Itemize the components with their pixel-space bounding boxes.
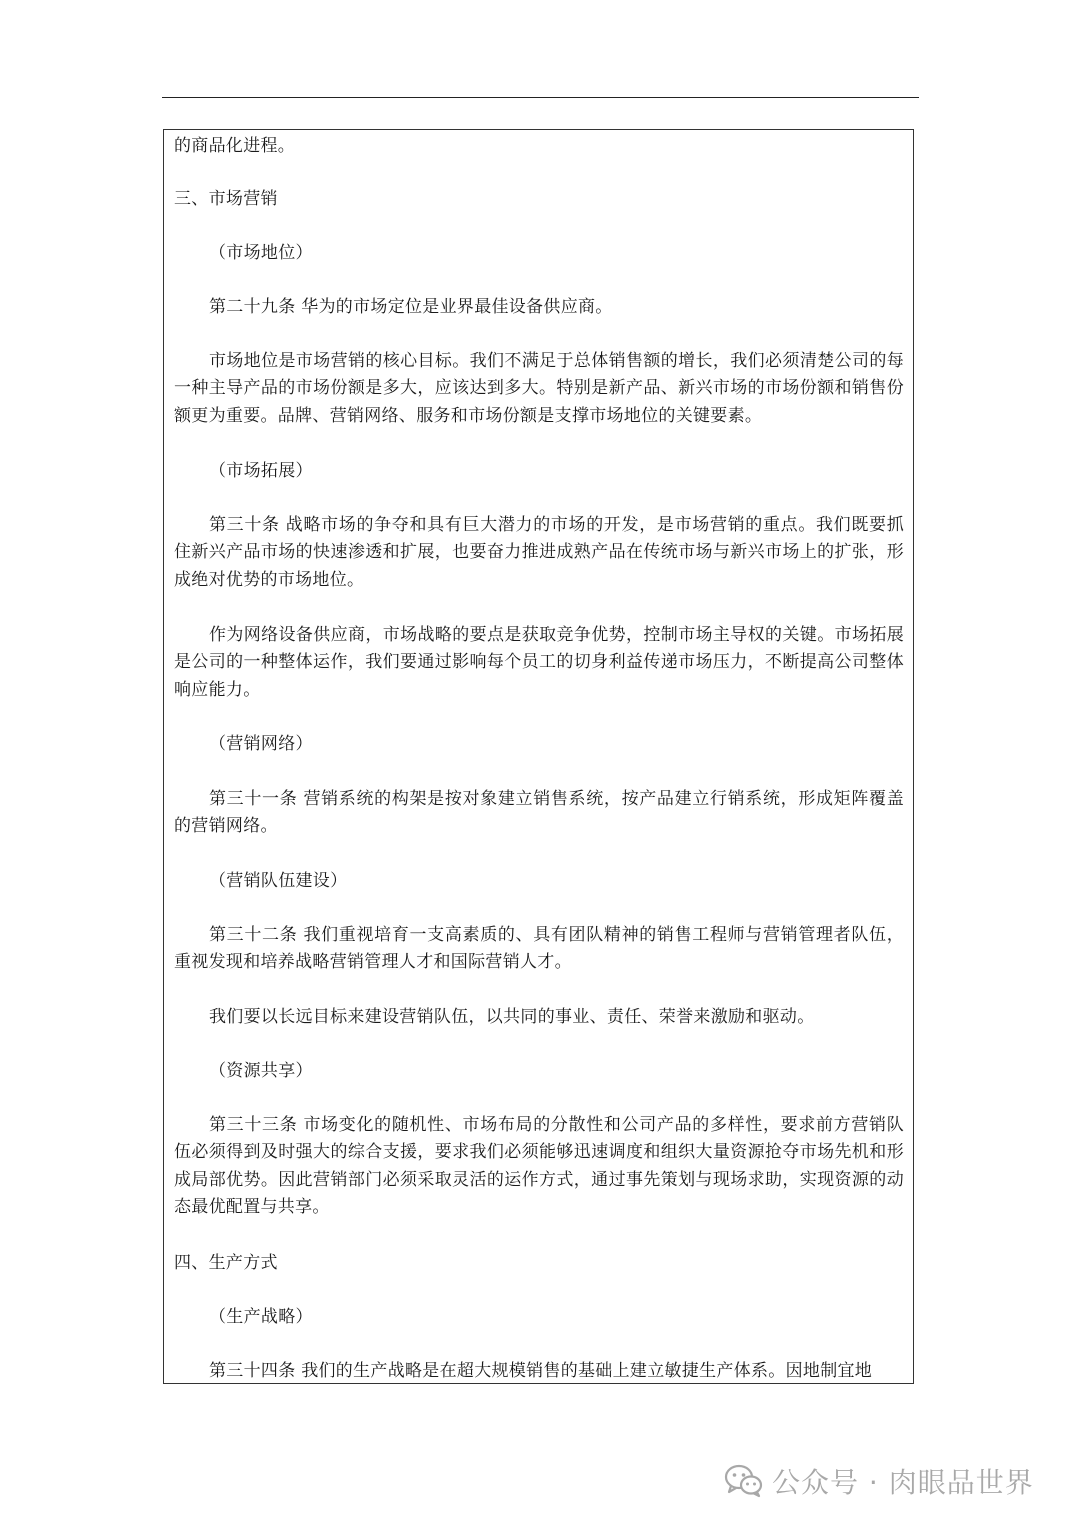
paragraph-market-position: 市场地位是市场营销的核心目标。我们不满足于总体销售额的增长，我们必须清楚公司的每一种主导产品的市场份额是多大，应该达到多大。特别是新产品、新兴市场的市场份额和销售份额更为重要。品牌、营销网络、服务和市场份额是支撑市场地位的关键要素。 xyxy=(174,351,904,426)
document-table-cell xyxy=(163,129,914,1384)
watermark xyxy=(724,1464,1034,1498)
article-34-partial: 第三十四条 我们的生产战略是在超大规模销售的基础上建立敏捷生产体系。因地制宜地 xyxy=(209,1361,873,1381)
paragraph-expansion: 作为网络设备供应商，市场战略的要点是获取竞争优势，控制市场主导权的关键。市场拓展是公司的一种整体运作，我们要通过影响每个员工的切身利益传递市场压力，不断提高公司整体响应能力。 xyxy=(174,625,904,700)
article-29: 第二十九条 华为的市场定位是业界最佳设备供应商。 xyxy=(209,297,613,317)
section-heading-marketing: 三、市场营销 xyxy=(174,189,278,209)
subheading-team-building: （营销队伍建设） xyxy=(209,871,348,891)
paragraph-team: 我们要以长远目标来建设营销队伍，以共同的事业、责任、荣誉来激励和驱动。 xyxy=(209,1007,815,1027)
section-heading-production: 四、生产方式 xyxy=(174,1253,278,1273)
wechat-icon xyxy=(724,1464,764,1498)
watermark-text: 公众号 · 肉眼品世界 xyxy=(772,1466,1034,1499)
article-31: 第三十一条 营销系统的构架是按对象建立销售系统，按产品建立行销系统，形成矩阵覆盖的营销网络。 xyxy=(174,789,904,837)
subheading-marketing-network: （营销网络） xyxy=(209,734,313,754)
subheading-production-strategy: （生产战略） xyxy=(209,1307,313,1327)
article-30: 第三十条 战略市场的争夺和具有巨大潜力的市场的开发，是市场营销的重点。我们既要抓住新兴产品市场的快速渗透和扩展，也要奋力推进成熟产品在传统市场与新兴市场上的扩张，形成绝对优势的市场地位。 xyxy=(174,515,904,590)
article-32: 第三十二条 我们重视培育一支高素质的、具有团队精神的销售工程师与营销管理者队伍，重视发现和培养战略营销管理人才和国际营销人才。 xyxy=(174,925,904,973)
continuation-text: 的商品化进程。 xyxy=(174,136,296,156)
article-33: 第三十三条 市场变化的随机性、市场布局的分散性和公司产品的多样性，要求前方营销队伍必须得到及时强大的综合支援，要求我们必须能够迅速调度和组织大量资源抢夺市场先机和形成局部优势。因此营销部门必须采取灵活的运作方式，通过事先策划与现场求助，实现资源的动态最优配置与共享。 xyxy=(174,1115,904,1218)
subheading-market-position: （市场地位） xyxy=(209,243,313,263)
subheading-market-expansion: （市场拓展） xyxy=(209,461,313,481)
subheading-resource-sharing: （资源共享） xyxy=(209,1061,313,1081)
header-rule xyxy=(162,97,919,98)
